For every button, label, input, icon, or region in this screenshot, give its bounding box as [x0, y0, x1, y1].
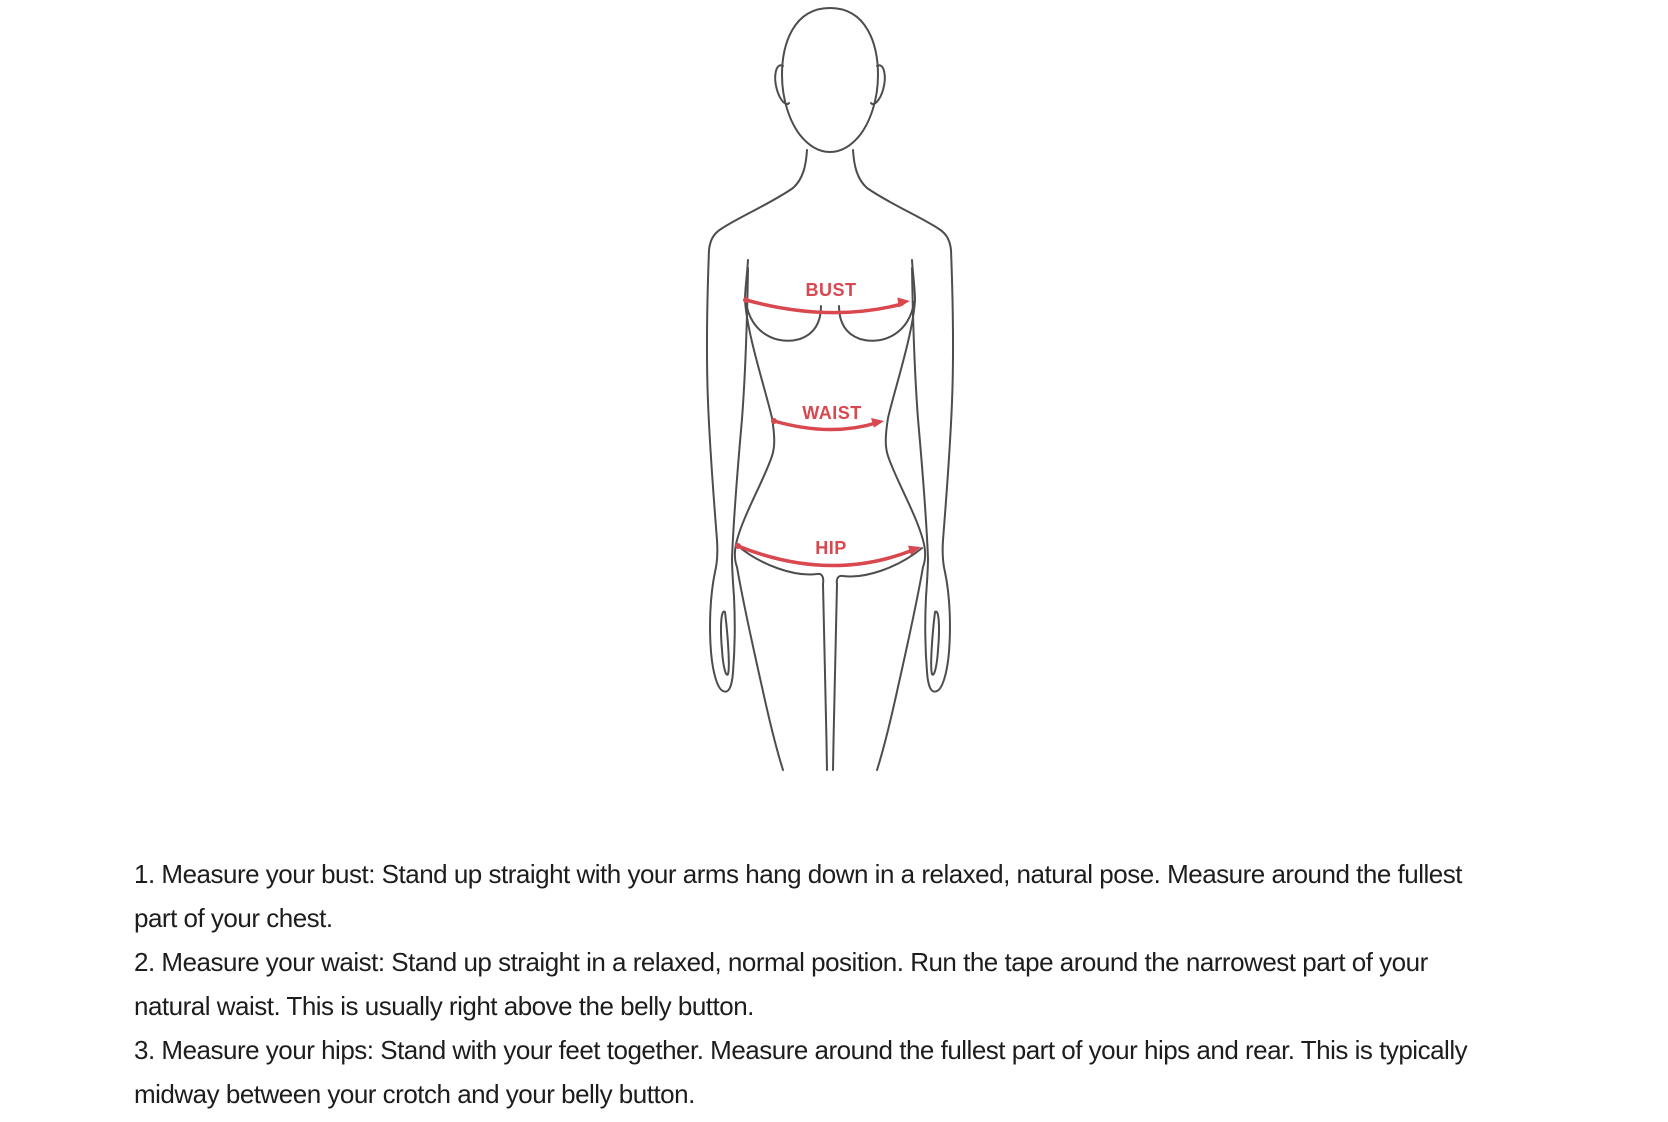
female-croquis-illustration: [630, 0, 1030, 790]
hip-label: HIP: [815, 538, 847, 558]
bust-arrow-tail-dot: [743, 297, 749, 303]
bust-arrowhead-icon: [897, 298, 910, 308]
instruction-bust-line-1: 1. Measure your bust: Stand up straight with your arms hang down in a relaxed, natural pose. Measure around the fullest: [134, 859, 1462, 889]
instruction-waist-line-2: natural waist. This is usually right above the belly button.: [134, 991, 754, 1021]
measurement-instructions: [134, 852, 1634, 1116]
instruction-hips: [134, 1028, 1634, 1116]
instruction-hips-line-1: 3. Measure your hips: Stand with your feet together. Measure around the fullest part of your hips and rear. This is typically: [134, 1035, 1468, 1065]
bust-measurement: [743, 280, 910, 313]
right-torso-and-thigh: [877, 260, 925, 770]
waist-arrowhead-icon: [871, 418, 884, 428]
instruction-bust: [134, 852, 1634, 940]
right-thumb: [931, 611, 939, 674]
instruction-hips-line-2: midway between your crotch and your belly button.: [134, 1079, 695, 1109]
waist-arrow-tail-dot: [771, 418, 777, 424]
head-outline: [782, 8, 878, 152]
body-outline: [707, 8, 953, 770]
instruction-waist-line-1: 2. Measure your waist: Stand up straight in a relaxed, normal position. Run the tape around the narrowest part of your: [134, 947, 1428, 977]
left-thumb: [721, 611, 729, 674]
instruction-bust-line-2: part of your chest.: [134, 903, 333, 933]
left-arm-outer: [707, 150, 807, 691]
right-arm-outer: [853, 150, 953, 691]
waist-measurement: [771, 403, 884, 430]
left-torso-and-thigh: [735, 260, 783, 770]
instruction-waist: [134, 940, 1634, 1028]
body-measurement-diagram: [630, 0, 1030, 790]
right-inner-thigh: [833, 584, 837, 770]
bust-label: BUST: [805, 280, 857, 300]
left-inner-thigh: [823, 584, 827, 770]
waist-label: WAIST: [802, 403, 862, 423]
bust-arrow-line: [746, 300, 902, 313]
hip-arrow-tail-dot: [735, 543, 741, 549]
